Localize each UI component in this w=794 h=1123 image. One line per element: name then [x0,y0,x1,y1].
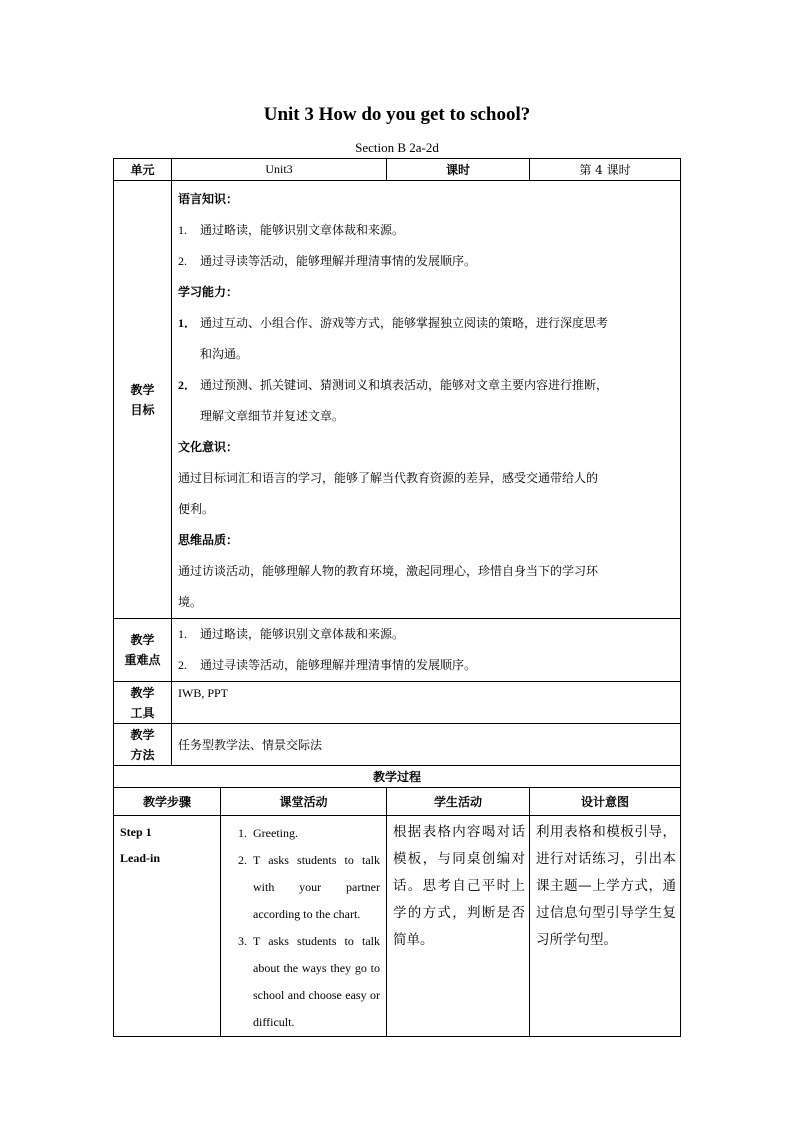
activity-item-3: 3. T asks students to talk about the ways they go to school and choose easy or difficult. [238,934,380,1029]
col-header-intent: 设计意图 [530,788,681,816]
language-heading: 语言知识： [178,192,239,206]
language-item-1: 1. 通过略读，能够识别文章体裁和来源。 [178,223,405,237]
language-item-2: 2. 通过寻读等活动，能够理解并理清事情的发展顺序。 [178,254,477,268]
col-header-activity: 课堂活动 [221,788,387,816]
step1-number: Step 1 [120,825,152,839]
period-label: 课时 [387,159,530,181]
objectives-label-text: 教学 目标 [130,382,155,417]
objectives-content [172,181,681,619]
methods-label [114,724,172,766]
key-point-2: 2. 通过寻读等活动，能够理解并理清事情的发展顺序。 [178,658,477,672]
step1-cell [114,816,221,1037]
ability-item-2-cont: 理解文章细节并复述文章。 [200,409,345,423]
tools-label [114,682,172,724]
unit-value: Unit3 [172,159,387,181]
thinking-text-2: 境。 [178,595,203,609]
key-points-content [172,619,681,682]
methods-value: 任务型教学法、情景交际法 [172,724,681,766]
ability-item-2: 2． 通过预测、抓关键词、猜测词义和填表活动，能够对文章主要内容进行推断， [178,378,609,392]
culture-text-2: 便利。 [178,502,215,516]
thinking-text-1: 通过访谈活动，能够理解人物的教育环境，激起同理心，珍惜自身当下的学习环 [178,564,599,578]
objectives-label [114,181,172,619]
step1-activities [221,816,387,1037]
step1-design-intent: 利用表格和模板引导，进行对话练习，引出本课主题—上学方式，通过信息句型引导学生复习所学句型。 [530,816,681,1037]
step1-student-activity: 根据表格内容喝对话模板，与同桌创编对话。思考自己平时上学的方式，判断是否简单。 [387,816,530,1037]
ability-item-1-cont: 和沟通。 [200,347,249,361]
culture-text-1: 通过目标词汇和语言的学习，能够了解当代教育资源的差异，感受交通带给人的 [178,471,599,485]
methods-label-text: 教学 方法 [130,727,155,762]
col-header-student: 学生活动 [387,788,530,816]
document-title: Unit 3 How do you get to school? [263,104,531,125]
thinking-heading: 思维品质： [178,533,239,547]
tools-label-text: 教学 工具 [130,685,155,720]
process-heading: 教学过程 [114,766,681,788]
col-header-step: 教学步骤 [114,788,221,816]
activity-item-2: 2. T asks students to talk with your partner according to the chart. [238,853,380,921]
culture-heading: 文化意识： [178,440,239,454]
ability-item-1: 1． 通过互动、小组合作、游戏等方式，能够掌握独立阅读的策略，进行深度思考 [178,316,609,330]
ability-heading: 学习能力： [178,285,239,299]
unit-label: 单元 [114,159,172,181]
lesson-plan-table [113,158,681,1037]
key-points-label-text: 教学 重难点 [124,633,161,667]
document-subtitle: Section B 2a-2d [355,140,439,155]
tools-value: IWB, PPT [172,682,681,724]
activity-item-1: 1. Greeting. [238,826,298,840]
key-points-label [114,619,172,682]
period-value: 第 4 课时 [530,159,681,181]
step1-name: Lead-in [120,851,161,865]
key-point-1: 1. 通过略读，能够识别文章体裁和来源。 [178,627,405,641]
